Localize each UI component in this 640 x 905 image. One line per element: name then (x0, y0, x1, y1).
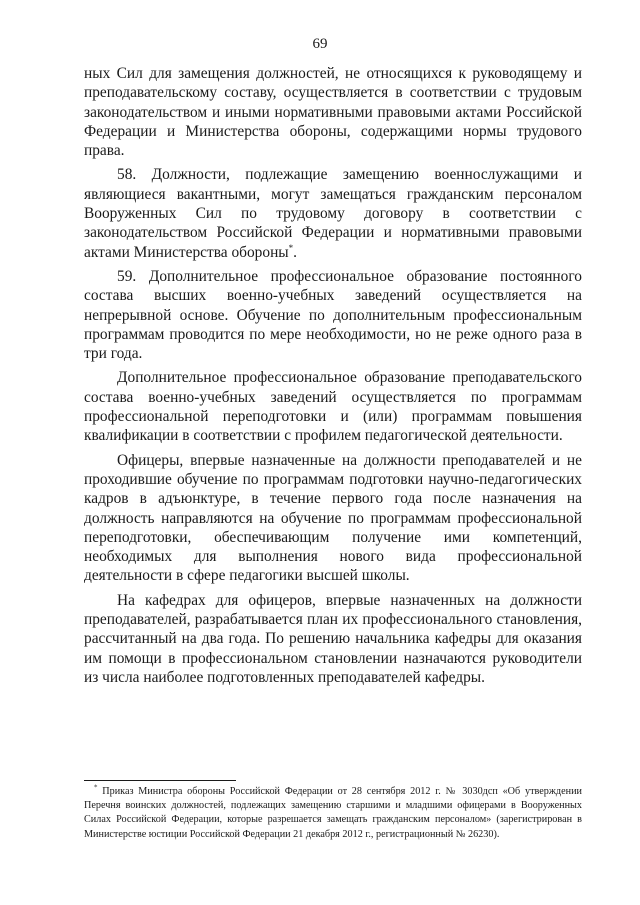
footnote-reference-mark: * (288, 242, 294, 253)
paragraph-continuation: ных Сил для замещения должностей, не относящихся к руководящему и преподавательскому составу, осуществляется в соответствии с трудовым законодательством и иными нормативными правовыми актами Российской Федерации и Министерства обороны, содержащими нормы трудового права. (84, 65, 582, 160)
footnote-text: Приказ Министра обороны Российской Федерации от 28 сентября 2012 г. № 3030дсп «Об утверждении Перечня воинских должностей, подлежащих замещению старшими и младшими офицерами в Вооруженных Силах Российской Федерации, которые разрешается замещать гражданским персоналом» (зарегистрирован в Министерстве юстиции Российской Федерации 21 декабря 2012 г., регистрационный № 26230). (84, 786, 582, 840)
paragraph-new-officers-training: Офицеры, впервые назначенные на должности преподавателей и не проходившие обучение по программам подготовки научно-педагогических кадров в адъюнктуре, в течение первого года после назначения на должность направляются на обучение по программам профессиональной переподготовки, обеспечивающим получение ими компетенций, необходимых для выполнения нового вида профессиональной деятельности в сфере педагогики высшей школы. (84, 451, 582, 585)
document-body (84, 64, 582, 691)
footnote (84, 785, 582, 842)
paragraph-department-plan: На кафедрах для офицеров, впервые назначенных на должности преподавателей, разрабатывается план их профессионального становления, рассчитанный на два года. По решению начальника кафедры для оказания им помощи в профессиональном становлении назначаются руководители из числа наиболее подготовленных преподавателей кафедры. (84, 591, 582, 686)
paragraph-59: 59. Дополнительное профессиональное образование постоянного состава высших военно-учебных заведений осуществляется на непрерывной основе. Обучение по дополнительным профессиональным программам проводится по мере необходимости, но не реже одного раза в три года. (84, 267, 582, 363)
paragraph-58-end: . (293, 243, 297, 261)
paragraph-teaching-staff-education: Дополнительное профессиональное образование преподавательского состава военно-учебных заведений осуществляется по программам профессиональной переподготовки и (или) программам повышения квалификации в соответствии с профилем педагогической деятельности. (84, 369, 582, 445)
footnote-mark: * (94, 783, 98, 792)
paragraph-58 (84, 165, 582, 261)
page-number: 69 (312, 36, 328, 52)
footnote-divider (84, 780, 236, 781)
paragraph-58-text: 58. Должности, подлежащие замещению военнослужащими и являющиеся вакантными, могут замещаться гражданским персоналом Вооруженных Сил по трудовому договору в соответствии с законодательством Российской Федерации и нормативными правовыми актами Министерства обороны (84, 166, 582, 261)
